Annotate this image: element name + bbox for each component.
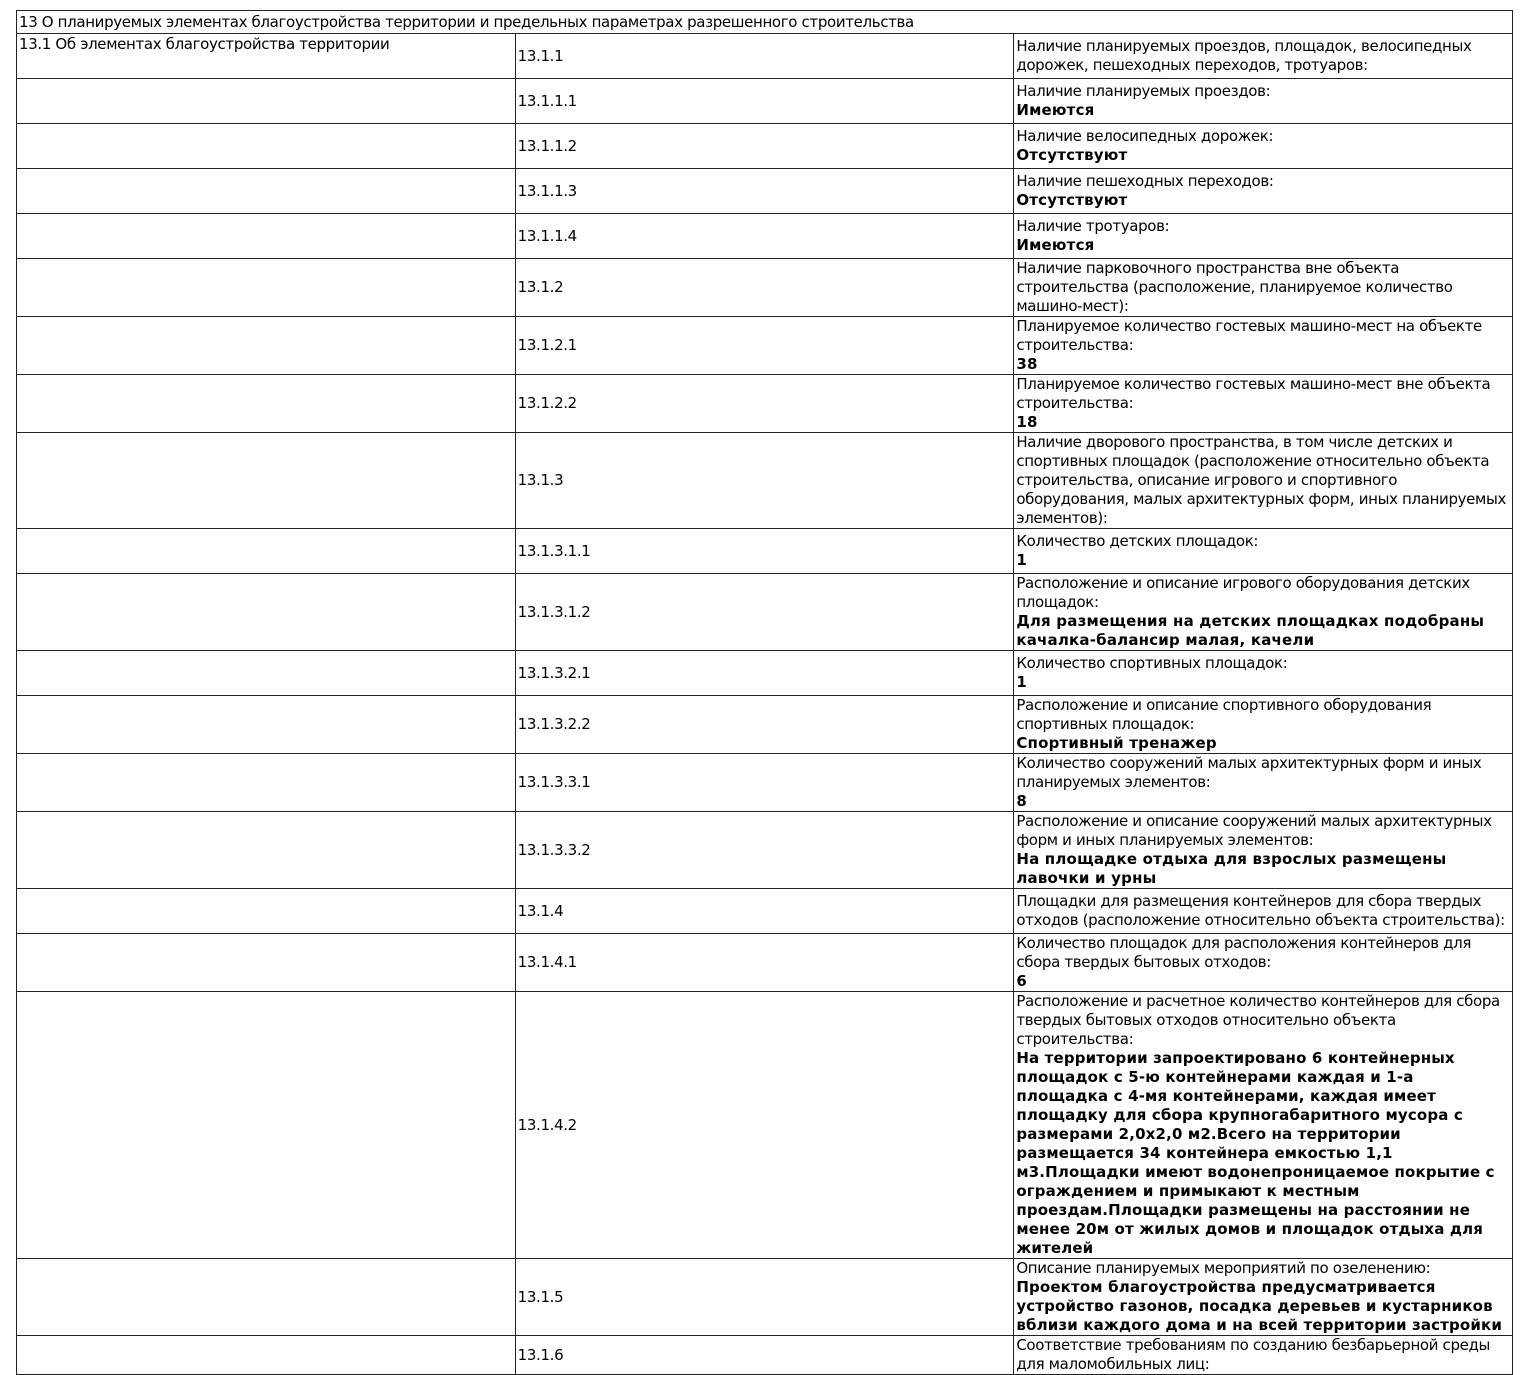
empty-cell <box>17 259 516 317</box>
row-code: 13.1.4 <box>515 889 1014 934</box>
empty-cell <box>17 934 516 992</box>
row-label: Планируемое количество гостевых машино-мест на объекте строительства: <box>1016 317 1482 354</box>
row-label: Количество площадок для расположения контейнеров для сбора твердых бытовых отходов: <box>1016 934 1472 971</box>
row-label: Наличие планируемых проездов, площадок, велосипедных дорожек, пешеходных переходов, тротуаров: <box>1016 37 1472 74</box>
row-code: 13.1.3.3.1 <box>515 754 1014 812</box>
table-row <box>17 1259 1513 1336</box>
row-content <box>1014 259 1513 317</box>
row-label: Расположение и описание игрового оборудования детских площадок: <box>1016 574 1470 611</box>
row-content <box>1014 754 1513 812</box>
row-content <box>1014 574 1513 651</box>
table-row <box>17 375 1513 433</box>
row-value: 8 <box>1016 792 1027 810</box>
row-label: Расположение и расчетное количество контейнеров для сбора твердых бытовых отходов относительно объекта строительства: <box>1016 992 1500 1048</box>
row-value: 6 <box>1016 972 1027 990</box>
empty-cell <box>17 574 516 651</box>
row-content <box>1014 529 1513 574</box>
row-content <box>1014 433 1513 529</box>
row-value: Проектом благоустройства предусматривается устройство газонов, посадка деревьев и кустарников вблизи каждого дома и на всей территории застройки <box>1016 1278 1502 1334</box>
row-content <box>1014 651 1513 696</box>
row-label: Расположение и описание сооружений малых архитектурных форм и иных планируемых элементов: <box>1016 812 1492 849</box>
row-code: 13.1.1.3 <box>515 169 1014 214</box>
empty-cell <box>17 317 516 375</box>
row-code: 13.1.3.2.1 <box>515 651 1014 696</box>
document-page <box>16 10 1513 1375</box>
row-value: Имеются <box>1016 236 1095 254</box>
row-content <box>1014 375 1513 433</box>
empty-cell <box>17 651 516 696</box>
row-label: Количество сооружений малых архитектурных форм и иных планируемых элементов: <box>1016 754 1482 791</box>
row-code: 13.1.1 <box>515 34 1014 79</box>
row-content <box>1014 214 1513 259</box>
row-label: Расположение и описание спортивного оборудования спортивных площадок: <box>1016 696 1432 733</box>
row-label: Количество спортивных площадок: <box>1016 654 1288 672</box>
row-label: Наличие дворового пространства, в том числе детских и спортивных площадок (расположение относительно объекта строительства, описание игрового и спортивного оборудования, малых архитектурных форм, иных планируемых элементов): <box>1016 433 1507 527</box>
row-label: Количество детских площадок: <box>1016 532 1259 550</box>
row-value: 18 <box>1016 413 1038 431</box>
row-value: 38 <box>1016 355 1038 373</box>
table-row <box>17 317 1513 375</box>
row-code: 13.1.5 <box>515 1259 1014 1336</box>
table-row <box>17 651 1513 696</box>
table-row <box>17 214 1513 259</box>
row-code: 13.1.3 <box>515 433 1014 529</box>
empty-cell <box>17 79 516 124</box>
row-code: 13.1.3.1.1 <box>515 529 1014 574</box>
empty-cell <box>17 889 516 934</box>
empty-cell <box>17 1336 516 1375</box>
table-row <box>17 124 1513 169</box>
landscaping-table <box>16 10 1513 1375</box>
row-content <box>1014 889 1513 934</box>
empty-cell <box>17 1259 516 1336</box>
row-content <box>1014 124 1513 169</box>
row-value: Отсутствуют <box>1016 191 1128 209</box>
row-code: 13.1.3.1.2 <box>515 574 1014 651</box>
row-label: Наличие велосипедных дорожек: <box>1016 127 1274 145</box>
table-row <box>17 79 1513 124</box>
row-content <box>1014 79 1513 124</box>
row-content <box>1014 1259 1513 1336</box>
table-row <box>17 433 1513 529</box>
table-row <box>17 259 1513 317</box>
row-code: 13.1.3.2.2 <box>515 696 1014 754</box>
section-header-row <box>17 11 1513 34</box>
row-code: 13.1.1.4 <box>515 214 1014 259</box>
row-content <box>1014 992 1513 1259</box>
table-row <box>17 529 1513 574</box>
row-code: 13.1.1.1 <box>515 79 1014 124</box>
row-code: 13.1.4.2 <box>515 992 1014 1259</box>
section-title: 13 О планируемых элементах благоустройства территории и предельных параметрах разрешенного строительства <box>17 11 1513 34</box>
row-content <box>1014 812 1513 889</box>
table-row <box>17 574 1513 651</box>
row-code: 13.1.1.2 <box>515 124 1014 169</box>
empty-cell <box>17 696 516 754</box>
empty-cell <box>17 124 516 169</box>
empty-cell <box>17 214 516 259</box>
table-row <box>17 992 1513 1259</box>
table-row <box>17 812 1513 889</box>
table-row <box>17 696 1513 754</box>
empty-cell <box>17 754 516 812</box>
table-row <box>17 754 1513 812</box>
row-content <box>1014 696 1513 754</box>
row-code: 13.1.3.3.2 <box>515 812 1014 889</box>
table-row <box>17 169 1513 214</box>
row-label: Соответствие требованиям по созданию безбарьерной среды для маломобильных лиц: <box>1016 1336 1491 1373</box>
row-value: Спортивный тренажер <box>1016 734 1217 752</box>
row-value: Имеются <box>1016 101 1095 119</box>
row-label: Планируемое количество гостевых машино-мест вне объекта строительства: <box>1016 375 1491 412</box>
subsection-title-cell <box>17 34 516 79</box>
table-row <box>17 934 1513 992</box>
row-value: 1 <box>1016 551 1027 569</box>
row-value: 1 <box>1016 673 1027 691</box>
row-content <box>1014 34 1513 79</box>
subsection-title: 13.1 Об элементах благоустройства территории <box>19 35 390 53</box>
row-code: 13.1.4.1 <box>515 934 1014 992</box>
empty-cell <box>17 529 516 574</box>
empty-cell <box>17 812 516 889</box>
empty-cell <box>17 433 516 529</box>
row-code: 13.1.2 <box>515 259 1014 317</box>
row-label: Наличие парковочного пространства вне объекта строительства (расположение, планируемое количество машино-мест): <box>1016 259 1453 315</box>
row-value: На территории запроектировано 6 контейнерных площадок с 5-ю контейнерами каждая и 1-а площадка с 4-мя контейнерами, каждая имеет площадку для сбора крупногабаритного мусора с размерами 2,0х2,0 м2.Всего на территории размещается 34 контейнера емкостью 1,1 м3.Площадки имеют водонепроницаемое покрытие с ограждением и примыкают к местным проездам.Площадки размещены на расстоянии не менее 20м от жилых домов и площадок отдыха для жителей <box>1016 1049 1495 1257</box>
table-row <box>17 889 1513 934</box>
row-label: Наличие тротуаров: <box>1016 217 1170 235</box>
empty-cell <box>17 992 516 1259</box>
row-value: На площадке отдыха для взрослых размещены лавочки и урны <box>1016 850 1447 887</box>
empty-cell <box>17 169 516 214</box>
row-label: Наличие пешеходных переходов: <box>1016 172 1274 190</box>
row-content <box>1014 934 1513 992</box>
table-row <box>17 1336 1513 1375</box>
row-content <box>1014 169 1513 214</box>
row-label: Описание планируемых мероприятий по озеленению: <box>1016 1259 1431 1277</box>
row-code: 13.1.2.2 <box>515 375 1014 433</box>
row-label: Наличие планируемых проездов: <box>1016 82 1271 100</box>
row-value: Для размещения на детских площадках подобраны качалка-балансир малая, качели <box>1016 612 1485 649</box>
row-code: 13.1.6 <box>515 1336 1014 1375</box>
table-row <box>17 34 1513 79</box>
row-code: 13.1.2.1 <box>515 317 1014 375</box>
row-content <box>1014 317 1513 375</box>
row-content <box>1014 1336 1513 1375</box>
empty-cell <box>17 375 516 433</box>
row-value: Отсутствуют <box>1016 146 1128 164</box>
row-label: Площадки для размещения контейнеров для сбора твердых отходов (расположение относительно объекта строительства): <box>1016 892 1505 929</box>
